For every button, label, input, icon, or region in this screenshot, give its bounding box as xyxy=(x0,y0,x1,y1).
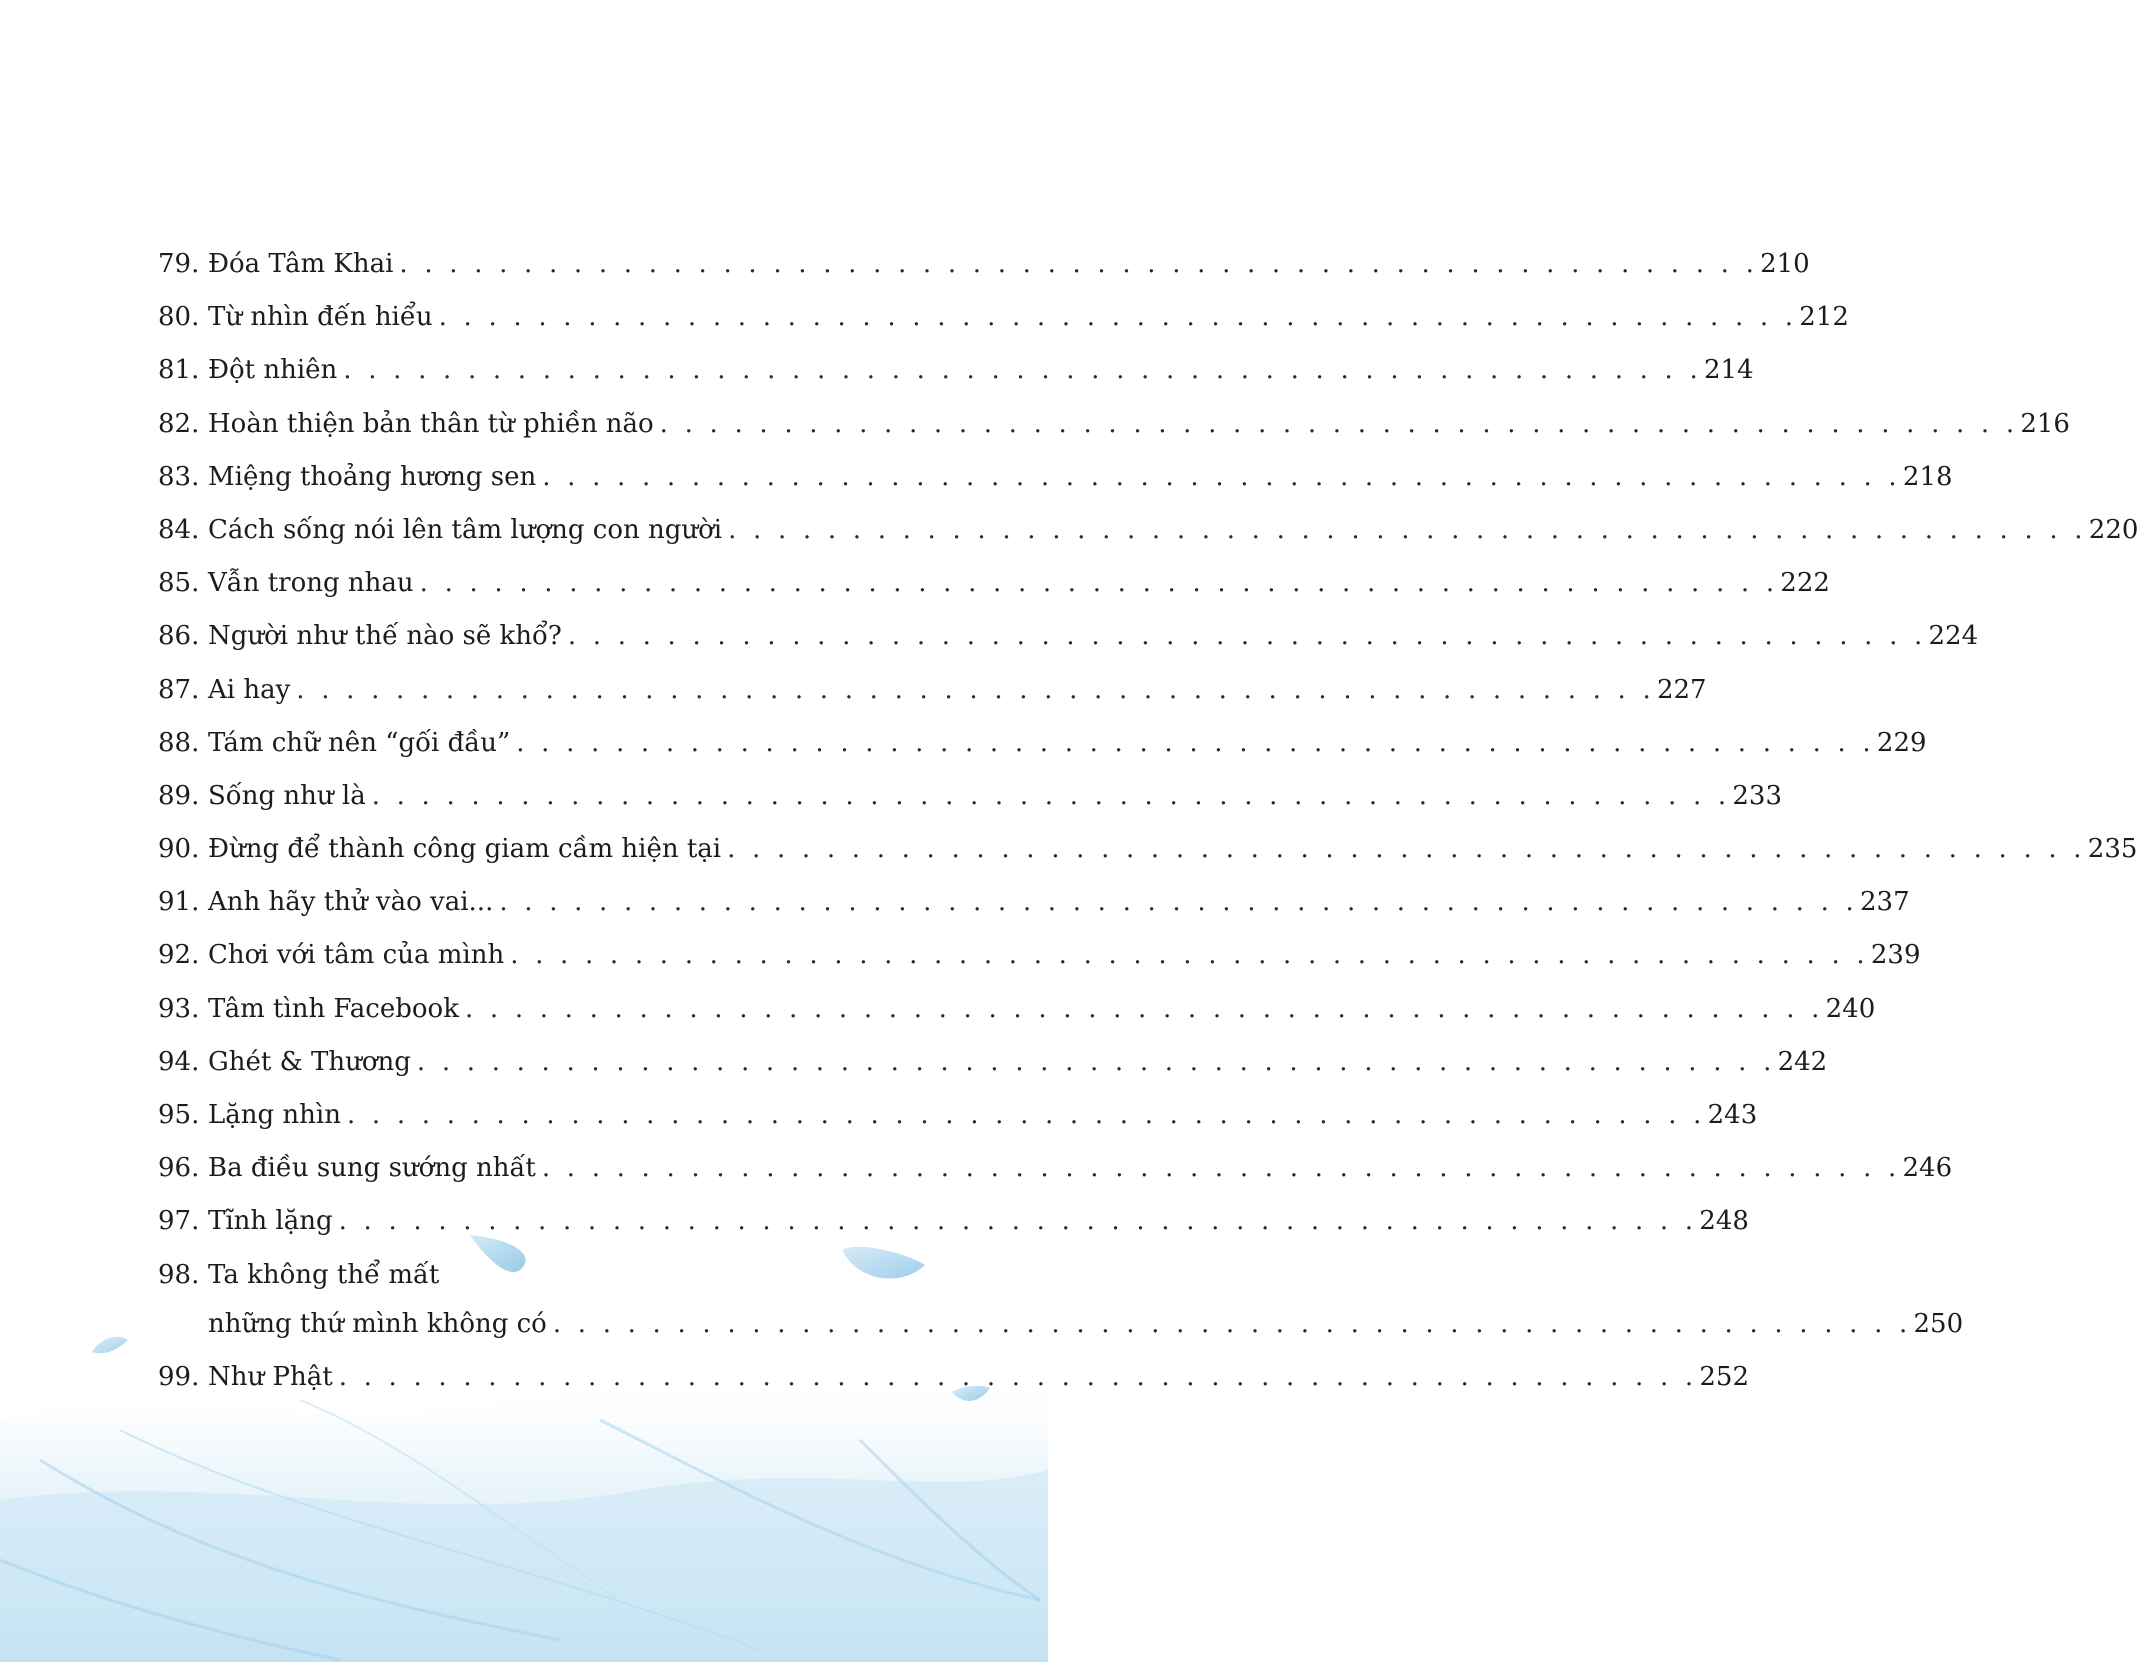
dot-leader: . . . . . . . . . . . . . . . . . . . . . . . . . . . . . . . . . . . . . . . . . . . . . . . . . . . . . . . xyxy=(296,674,1655,705)
toc-entry-title: Ai hay xyxy=(208,674,291,705)
toc-entry[interactable] xyxy=(158,1089,1758,1142)
dot-leader: . . . . . . . . . . . . . . . . . . . . . . . . . . . . . . . . . . . . . . . . . . . . . . . . . . . . . . . xyxy=(399,249,1759,279)
toc-entry-number: 84. xyxy=(158,514,200,545)
toc-entry-number: 80. xyxy=(158,302,200,333)
toc-page-number: 243 xyxy=(1707,1100,1758,1130)
toc-entry[interactable] xyxy=(158,717,1927,770)
dot-leader: . . . . . . . . . . . . . . . . . . . . . . . . . . . . . . . . . . . . . . . . . . . . . . . . . . . . . . . xyxy=(438,302,1798,333)
toc-entry-number: 96. xyxy=(158,1153,200,1184)
toc-entry-title: Cách sống nói lên tâm lượng con người xyxy=(208,514,723,545)
toc-entry-number: 93. xyxy=(158,993,200,1024)
dot-leader: . . . . . . . . . . . . . . . . . . . . . . . . . . . . . . . . . . . . . . . . . . . . . . . . . . . . . . . xyxy=(541,1153,1901,1184)
toc-entry[interactable] xyxy=(158,610,1979,663)
toc-entry-title-continued: những thứ mình không có xyxy=(208,1308,547,1339)
dot-leader: . . . . . . . . . . . . . . . . . . . . . . . . . . . . . . . . . . . . . . . . . . . . . . . . . . . . . . . xyxy=(510,940,1869,971)
toc-entry[interactable] xyxy=(158,398,2070,451)
toc-entry-title: Đóa Tâm Khai xyxy=(208,249,394,279)
toc-page-number: 242 xyxy=(1777,1046,1828,1077)
toc-entry-number: 83. xyxy=(158,461,200,492)
toc-entry-title: Tĩnh lặng xyxy=(208,1206,333,1237)
toc-entry-title: Đừng để thành công giam cầm hiện tại xyxy=(208,834,722,865)
toc-entry[interactable] xyxy=(158,451,1953,504)
dot-leader: . . . . . . . . . . . . . . . . . . . . . . . . . . . . . . . . . . . . . . . . . . . . . . . . . . . . . . . xyxy=(338,1206,1698,1237)
toc-entry-number: 99. xyxy=(158,1361,200,1392)
toc-entry[interactable] xyxy=(158,823,2138,876)
toc-entry-number: 90. xyxy=(158,834,200,865)
toc-page-number: 233 xyxy=(1732,780,1782,811)
dot-leader: . . . . . . . . . . . . . . . . . . . . . . . . . . . . . . . . . . . . . . . . . . . . . . . . . . . . . . . xyxy=(338,1361,1698,1392)
toc-page-number: 248 xyxy=(1699,1206,1749,1237)
toc-entry[interactable] xyxy=(158,1195,1749,1248)
toc-page-number: 220 xyxy=(2088,514,2138,545)
dot-leader: . . . . . . . . . . . . . . . . . . . . . . . . . . . . . . . . . . . . . . . . . . . . . . . . . . . . . . . xyxy=(727,834,2086,865)
toc-entry-number: 89. xyxy=(158,780,200,811)
table-of-contents xyxy=(158,238,2138,1404)
toc-entry-99[interactable] xyxy=(158,1351,1749,1404)
toc-entry[interactable] xyxy=(158,876,1910,929)
dot-leader: . . . . . . . . . . . . . . . . . . . . . . . . . . . . . . . . . . . . . . . . . . . . . . . . . . . . . . . xyxy=(499,887,1858,918)
toc-page-number: 246 xyxy=(1902,1153,1953,1184)
toc-entry[interactable] xyxy=(158,929,1921,982)
toc-entry-title: Miệng thoảng hương sen xyxy=(208,461,537,492)
toc-entry-number: 94. xyxy=(158,1046,200,1077)
dot-leader: . . . . . . . . . . . . . . . . . . . . . . . . . . . . . . . . . . . . . . . . . . . . . . . . . . . . . . . xyxy=(542,461,1901,492)
toc-entry-number: 87. xyxy=(158,674,200,705)
toc-page-number: 216 xyxy=(2020,408,2070,439)
toc-entry-title: Tám chữ nên “gối đầu” xyxy=(208,727,511,758)
dot-leader: . . . . . . . . . . . . . . . . . . . . . . . . . . . . . . . . . . . . . . . . . . . . . . . . . . . . . . . xyxy=(728,514,2087,545)
toc-entry-title: Người như thế nào sẽ khổ? xyxy=(208,621,562,652)
toc-entry[interactable] xyxy=(158,557,1830,610)
toc-page-number: 229 xyxy=(1876,727,1927,758)
dot-leader: . . . . . . . . . . . . . . . . . . . . . . . . . . . . . . . . . . . . . . . . . . . . . . . . . . . . . . . xyxy=(419,568,1779,599)
dot-leader: . . . . . . . . . . . . . . . . . . . . . . . . . . . . . . . . . . . . . . . . . . . . . . . . . . . . . . . xyxy=(659,408,2019,439)
toc-entry-title: Ba điều sung sướng nhất xyxy=(208,1153,536,1184)
toc-entry-number: 85. xyxy=(158,568,200,599)
toc-page-number: 252 xyxy=(1699,1361,1749,1392)
toc-entry-number: 79. xyxy=(158,249,200,279)
toc-entry-number: 98. xyxy=(158,1259,200,1290)
toc-entry-title: Như Phật xyxy=(208,1361,333,1392)
toc-entry-number: 92. xyxy=(158,940,200,971)
toc-entry-title: Sống như là xyxy=(208,780,366,811)
toc-entry-number: 86. xyxy=(158,621,200,652)
toc-entry-title: Vẫn trong nhau xyxy=(208,568,414,599)
dot-leader: . . . . . . . . . . . . . . . . . . . . . . . . . . . . . . . . . . . . . . . . . . . . . . . . . . . . . . . xyxy=(343,355,1702,386)
toc-entry-title: Chơi với tâm của mình xyxy=(208,940,505,971)
toc-page-number: 235 xyxy=(2087,834,2138,865)
toc-entry-number: 88. xyxy=(158,727,200,758)
toc-entry[interactable] xyxy=(158,770,1782,823)
toc-page-number: 237 xyxy=(1860,887,1910,918)
toc-entry[interactable] xyxy=(158,291,1849,344)
toc-entry[interactable] xyxy=(158,983,1876,1036)
toc-page-number: 218 xyxy=(1902,461,1953,492)
toc-entry-title: Từ nhìn đến hiểu xyxy=(208,302,433,333)
dot-leader: . . . . . . . . . . . . . . . . . . . . . . . . . . . . . . . . . . . . . . . . . . . . . . . . . . . . . . . xyxy=(464,993,1824,1024)
toc-page-number: 212 xyxy=(1799,302,1849,333)
toc-page-number: 222 xyxy=(1780,568,1830,599)
toc-entry-title: Tâm tình Facebook xyxy=(208,993,459,1024)
dot-leader: . . . . . . . . . . . . . . . . . . . . . . . . . . . . . . . . . . . . . . . . . . . . . . . . . . . . . . . xyxy=(346,1100,1706,1130)
toc-entry[interactable] xyxy=(158,1142,1953,1195)
dot-leader: . . . . . . . . . . . . . . . . . . . . . . . . . . . . . . . . . . . . . . . . . . . . . . . . . . . . . . . xyxy=(516,727,1875,758)
toc-entry-number: 82. xyxy=(158,408,200,439)
toc-page-number: 210 xyxy=(1760,249,1810,279)
dot-leader: . . . . . . . . . . . . . . . . . . . . . . . . . . . . . . . . . . . . . . . . . . . . . . . . . . . . . . . xyxy=(552,1308,1912,1339)
toc-entry-98[interactable] xyxy=(158,1249,1964,1351)
toc-entry-title: Ghét & Thương xyxy=(208,1046,411,1077)
dot-leader: . . . . . . . . . . . . . . . . . . . . . . . . . . . . . . . . . . . . . . . . . . . . . . . . . . . . . . . xyxy=(567,621,1927,652)
toc-page-number: 214 xyxy=(1703,355,1754,386)
toc-entry-title: Hoàn thiện bản thân từ phiền não xyxy=(208,408,654,439)
toc-page-number: 224 xyxy=(1928,621,1979,652)
toc-entry[interactable] xyxy=(158,238,1810,291)
dot-leader: . . . . . . . . . . . . . . . . . . . . . . . . . . . . . . . . . . . . . . . . . . . . . . . . . . . . . . . xyxy=(371,780,1731,811)
toc-entry[interactable] xyxy=(158,504,2138,557)
toc-entry-number: 91. xyxy=(158,887,200,918)
toc-entry[interactable] xyxy=(158,344,1754,397)
toc-page-number: 250 xyxy=(1913,1308,1964,1339)
toc-entry-number: 81. xyxy=(158,355,200,386)
toc-entry-title: Lặng nhìn xyxy=(208,1100,341,1130)
toc-page-number: 239 xyxy=(1870,940,1921,971)
toc-entry[interactable] xyxy=(158,1036,1828,1089)
toc-entry-number: 95. xyxy=(158,1100,200,1130)
toc-entry-title: Anh hãy thử vào vai... xyxy=(208,887,494,918)
dot-leader: . . . . . . . . . . . . . . . . . . . . . . . . . . . . . . . . . . . . . . . . . . . . . . . . . . . . . . . xyxy=(416,1046,1776,1077)
toc-page-number: 240 xyxy=(1825,993,1876,1024)
toc-entry[interactable] xyxy=(158,664,1707,717)
toc-entry-number: 97. xyxy=(158,1206,200,1237)
toc-entry-title: Đột nhiên xyxy=(208,355,338,386)
toc-page-number: 227 xyxy=(1656,674,1707,705)
toc-entry-title: Ta không thể mất xyxy=(208,1259,440,1290)
